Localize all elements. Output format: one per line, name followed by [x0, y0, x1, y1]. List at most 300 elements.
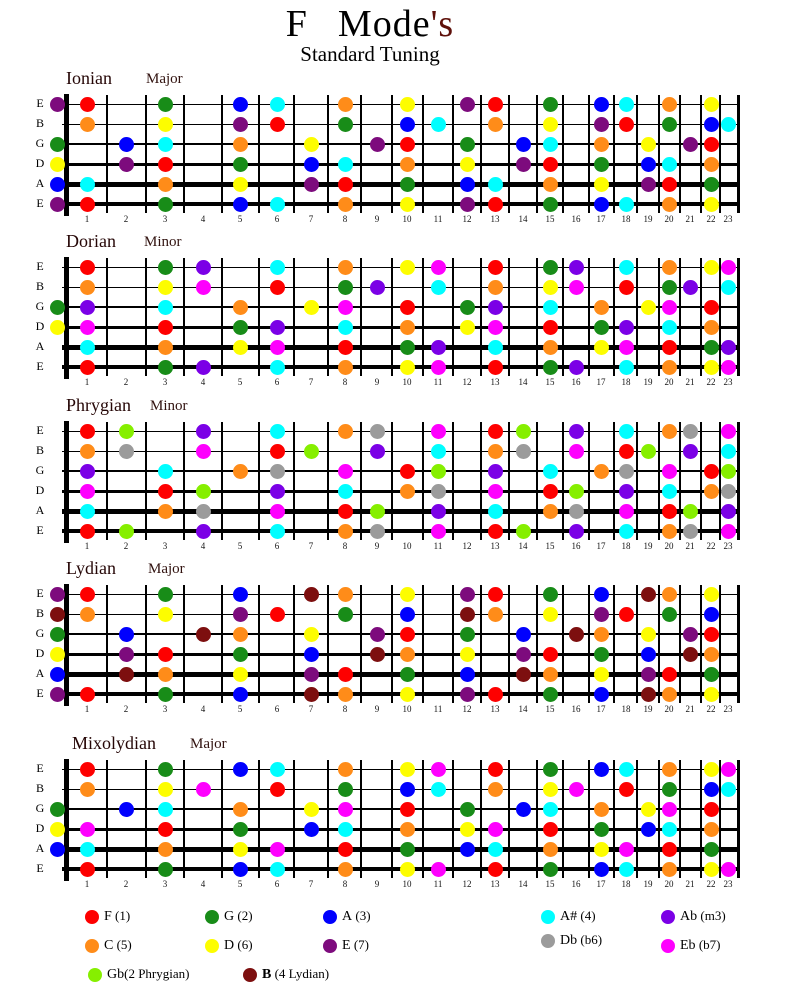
fret-line — [562, 760, 564, 878]
note-dot-eb — [721, 524, 736, 539]
legend-note-desc: (1) — [111, 908, 131, 923]
legend-note-name: Db — [560, 933, 578, 948]
note-dot-ab — [488, 464, 503, 479]
note-dot-eb — [196, 280, 211, 295]
note-dot-eb — [721, 360, 736, 375]
fret-number: 3 — [162, 377, 168, 387]
string-label: D — [35, 483, 45, 497]
legend-dot-eb — [661, 939, 675, 953]
fret-line — [613, 95, 615, 213]
note-dot-d — [594, 340, 609, 355]
fret-number: 8 — [342, 377, 348, 387]
legend-dot-g — [205, 910, 219, 924]
fret-number: 3 — [162, 541, 168, 551]
note-dot-ab — [569, 360, 584, 375]
fret-number: 7 — [308, 214, 314, 224]
note-dot-a — [50, 842, 65, 857]
mode-quality: Major — [146, 71, 183, 87]
note-dot-a — [119, 627, 134, 642]
fret-line — [422, 258, 424, 376]
fret-line — [700, 760, 702, 878]
fret-line — [636, 95, 638, 213]
note-dot-ab — [683, 280, 698, 295]
note-dot-eb — [431, 424, 446, 439]
note-dot-gb — [196, 484, 211, 499]
note-dot-g — [594, 822, 609, 837]
fret-number: 12 — [462, 214, 472, 224]
note-dot-g — [50, 300, 65, 315]
note-dot-c — [704, 647, 719, 662]
fret-line — [183, 760, 185, 878]
title-prefix: F — [285, 3, 308, 45]
note-dot-db — [270, 464, 285, 479]
fret-number: 6 — [274, 541, 280, 551]
fret-line — [106, 760, 108, 878]
string-label: E — [36, 96, 44, 110]
fret-number: 21 — [685, 214, 695, 224]
note-dot-e — [683, 627, 698, 642]
note-dot-f — [704, 627, 719, 642]
fret-line — [700, 585, 702, 703]
note-dot-c — [400, 320, 415, 335]
legend-note-desc: (2 Phrygian) — [124, 966, 190, 981]
note-dot-b — [304, 587, 319, 602]
legend-note-name: D — [224, 938, 235, 953]
note-dot-e — [233, 117, 248, 132]
note-dot-ab — [196, 260, 211, 275]
note-dot-c — [80, 607, 95, 622]
note-dot-ab — [270, 320, 285, 335]
fret-line — [391, 585, 393, 703]
note-dot-g — [158, 862, 173, 877]
note-dot-f — [619, 607, 634, 622]
legend-note-name: Eb — [680, 938, 696, 953]
note-dot-ab — [196, 524, 211, 539]
fret-line — [700, 258, 702, 376]
fret-number: 6 — [274, 704, 280, 714]
note-dot-c — [158, 340, 173, 355]
note-dot-d — [543, 607, 558, 622]
note-dot-eb — [569, 280, 584, 295]
note-dot-as — [619, 862, 634, 877]
note-dot-f — [543, 647, 558, 662]
legend-note-desc: (4 Lydian) — [271, 966, 330, 981]
note-dot-c — [662, 862, 677, 877]
note-dot-a — [704, 117, 719, 132]
note-dot-c — [233, 464, 248, 479]
string-label: E — [36, 761, 44, 775]
note-dot-ab — [80, 300, 95, 315]
note-dot-as — [338, 822, 353, 837]
note-dot-eb — [488, 822, 503, 837]
fret-number: 23 — [723, 704, 733, 714]
note-dot-eb — [662, 802, 677, 817]
note-dot-g — [338, 607, 353, 622]
note-dot-a — [304, 822, 319, 837]
string-label: G — [35, 299, 45, 313]
legend-label-g — [224, 908, 253, 925]
note-dot-c — [233, 802, 248, 817]
note-dot-c — [158, 667, 173, 682]
note-dot-g — [543, 97, 558, 112]
note-dot-ab — [683, 444, 698, 459]
note-dot-f — [704, 464, 719, 479]
note-dot-f — [158, 157, 173, 172]
string-label: E — [36, 586, 44, 600]
note-dot-e — [516, 647, 531, 662]
note-dot-g — [662, 607, 677, 622]
note-dot-d — [400, 97, 415, 112]
note-dot-a — [460, 842, 475, 857]
legend-label-c — [104, 937, 132, 954]
note-dot-g — [543, 360, 558, 375]
string-label: G — [35, 801, 45, 815]
note-dot-c — [400, 157, 415, 172]
note-dot-as — [158, 802, 173, 817]
note-dot-eb — [338, 802, 353, 817]
note-dot-eb — [338, 300, 353, 315]
title-main: Mode — [337, 3, 431, 45]
note-dot-c — [338, 360, 353, 375]
note-dot-c — [662, 197, 677, 212]
note-dot-ab — [370, 280, 385, 295]
note-dot-g — [460, 300, 475, 315]
fret-line — [636, 422, 638, 540]
note-dot-f — [270, 117, 285, 132]
fret-line — [719, 760, 721, 878]
note-dot-c — [338, 762, 353, 777]
fret-number: 17 — [596, 704, 606, 714]
note-dot-c — [662, 97, 677, 112]
note-dot-f — [662, 842, 677, 857]
note-dot-e — [233, 607, 248, 622]
note-dot-e — [683, 137, 698, 152]
fret-line — [613, 258, 615, 376]
note-dot-a — [400, 117, 415, 132]
note-dot-g — [543, 197, 558, 212]
fret-line — [588, 95, 590, 213]
note-dot-f — [270, 280, 285, 295]
note-dot-f — [619, 782, 634, 797]
fret-line — [327, 258, 329, 376]
note-dot-as — [619, 424, 634, 439]
string-label: B — [35, 781, 44, 795]
note-dot-as — [80, 842, 95, 857]
fret-number: 21 — [685, 879, 695, 889]
note-dot-a — [641, 647, 656, 662]
fret-line — [737, 422, 740, 540]
string-label: B — [35, 606, 44, 620]
fret-line — [613, 585, 615, 703]
note-dot-f — [543, 157, 558, 172]
note-dot-db — [370, 424, 385, 439]
fret-line — [452, 760, 454, 878]
fret-number: 5 — [237, 214, 243, 224]
fret-number: 13 — [490, 541, 500, 551]
fret-number: 6 — [274, 879, 280, 889]
fret-number: 20 — [664, 704, 674, 714]
mode-name: Mixolydian — [72, 733, 156, 753]
note-dot-as — [338, 484, 353, 499]
note-dot-eb — [80, 822, 95, 837]
note-dot-ab — [619, 320, 634, 335]
note-dot-ab — [196, 360, 211, 375]
note-dot-f — [488, 762, 503, 777]
note-dot-c — [233, 627, 248, 642]
fret-line — [183, 422, 185, 540]
fret-number: 7 — [308, 704, 314, 714]
note-dot-a — [516, 627, 531, 642]
note-dot-ab — [721, 504, 736, 519]
note-dot-a — [400, 607, 415, 622]
legend-dot-d — [205, 939, 219, 953]
fret-line — [422, 422, 424, 540]
note-dot-e — [594, 607, 609, 622]
note-dot-f — [80, 197, 95, 212]
fret-number: 19 — [643, 214, 653, 224]
legend-note-desc: (4) — [577, 908, 596, 923]
note-dot-as — [488, 842, 503, 857]
fret-line — [422, 585, 424, 703]
note-dot-gb — [569, 484, 584, 499]
string-label: E — [36, 423, 44, 437]
note-dot-f — [338, 667, 353, 682]
note-dot-f — [158, 822, 173, 837]
note-dot-e — [50, 587, 65, 602]
note-dot-d — [233, 177, 248, 192]
note-dot-c — [594, 137, 609, 152]
note-dot-gb — [119, 524, 134, 539]
legend-label-eb — [680, 937, 720, 954]
fret-line — [508, 258, 510, 376]
note-dot-g — [460, 137, 475, 152]
note-dot-as — [431, 117, 446, 132]
note-dot-eb — [662, 300, 677, 315]
note-dot-db — [431, 484, 446, 499]
note-dot-c — [233, 137, 248, 152]
legend-label-ab — [680, 908, 726, 925]
fret-line — [480, 760, 482, 878]
fret-number: 23 — [723, 214, 733, 224]
string-label: D — [35, 821, 45, 835]
note-dot-d — [594, 177, 609, 192]
fret-number: 9 — [374, 879, 380, 889]
note-dot-eb — [569, 782, 584, 797]
note-dot-ab — [80, 464, 95, 479]
note-dot-c — [80, 280, 95, 295]
note-dot-g — [50, 802, 65, 817]
note-dot-db — [619, 464, 634, 479]
fret-number: 11 — [433, 377, 443, 387]
legend-note-name: Ab — [680, 909, 698, 924]
fret-number: 14 — [518, 541, 528, 551]
fret-number: 21 — [685, 704, 695, 714]
fret-number: 9 — [374, 214, 380, 224]
legend-dot-gb — [88, 968, 102, 982]
note-dot-d — [158, 280, 173, 295]
note-dot-d — [460, 320, 475, 335]
note-dot-g — [158, 762, 173, 777]
fret-line — [719, 258, 721, 376]
note-dot-a — [304, 157, 319, 172]
fret-number: 23 — [723, 879, 733, 889]
string-label: G — [35, 136, 45, 150]
note-dot-ab — [488, 300, 503, 315]
note-dot-d — [158, 782, 173, 797]
note-dot-a — [594, 862, 609, 877]
note-dot-d — [704, 587, 719, 602]
fret-number: 9 — [374, 377, 380, 387]
fret-line — [293, 760, 295, 878]
note-dot-f — [338, 842, 353, 857]
fret-line — [221, 760, 223, 878]
note-dot-g — [233, 320, 248, 335]
fret-line — [562, 585, 564, 703]
note-dot-ab — [370, 444, 385, 459]
fret-number: 10 — [402, 704, 412, 714]
fret-number: 15 — [545, 377, 555, 387]
legend-label-as — [560, 908, 596, 925]
fret-number: 13 — [490, 214, 500, 224]
note-dot-f — [488, 524, 503, 539]
note-dot-c — [662, 687, 677, 702]
fret-number: 18 — [621, 704, 631, 714]
fret-line — [360, 258, 362, 376]
fret-number: 11 — [433, 541, 443, 551]
legend-dot-f — [85, 910, 99, 924]
fret-line — [258, 422, 260, 540]
fret-number: 19 — [643, 541, 653, 551]
note-dot-g — [662, 782, 677, 797]
note-dot-as — [662, 157, 677, 172]
fret-line — [221, 585, 223, 703]
note-dot-e — [304, 667, 319, 682]
note-dot-eb — [431, 762, 446, 777]
note-dot-ab — [270, 484, 285, 499]
note-dot-f — [488, 260, 503, 275]
note-dot-g — [158, 687, 173, 702]
fret-line — [658, 760, 660, 878]
fret-line — [737, 95, 740, 213]
fret-number: 12 — [462, 879, 472, 889]
fret-number: 3 — [162, 704, 168, 714]
note-dot-a — [594, 197, 609, 212]
fret-number: 7 — [308, 541, 314, 551]
note-dot-c — [662, 360, 677, 375]
note-dot-f — [543, 320, 558, 335]
note-dot-as — [662, 320, 677, 335]
note-dot-c — [158, 504, 173, 519]
fret-number: 7 — [308, 879, 314, 889]
fret-number: 18 — [621, 214, 631, 224]
note-dot-a — [400, 782, 415, 797]
legend-label-gb — [107, 966, 189, 983]
fret-line — [452, 422, 454, 540]
fret-number: 10 — [402, 541, 412, 551]
fret-line — [145, 95, 147, 213]
note-dot-e — [119, 157, 134, 172]
note-dot-f — [80, 260, 95, 275]
note-dot-f — [488, 862, 503, 877]
note-dot-f — [704, 137, 719, 152]
note-dot-b — [304, 687, 319, 702]
fret-number: 16 — [571, 377, 581, 387]
note-dot-d — [460, 822, 475, 837]
note-dot-d — [641, 802, 656, 817]
note-dot-e — [50, 687, 65, 702]
string-label: E — [36, 686, 44, 700]
fret-line — [145, 422, 147, 540]
fret-line — [360, 95, 362, 213]
note-dot-b — [641, 587, 656, 602]
note-dot-ab — [721, 340, 736, 355]
note-dot-c — [662, 424, 677, 439]
note-dot-d — [704, 687, 719, 702]
note-dot-ab — [619, 484, 634, 499]
fret-line — [679, 585, 681, 703]
fret-line — [183, 95, 185, 213]
note-dot-d — [641, 300, 656, 315]
fret-line — [145, 585, 147, 703]
fret-line — [293, 95, 295, 213]
note-dot-g — [594, 320, 609, 335]
fret-number: 22 — [706, 879, 716, 889]
fret-number: 16 — [571, 704, 581, 714]
note-dot-c — [662, 524, 677, 539]
note-dot-c — [158, 842, 173, 857]
fret-line — [258, 95, 260, 213]
legend-note-desc: (7) — [350, 937, 369, 952]
fret-line — [636, 585, 638, 703]
note-dot-eb — [196, 782, 211, 797]
legend-dot-db — [541, 934, 555, 948]
note-dot-d — [233, 667, 248, 682]
fret-number: 13 — [490, 704, 500, 714]
fret-number: 9 — [374, 541, 380, 551]
legend-note-name: A# — [560, 909, 578, 924]
note-dot-d — [594, 842, 609, 857]
fret-number: 22 — [706, 704, 716, 714]
note-dot-a — [516, 137, 531, 152]
fret-number: 2 — [123, 214, 129, 224]
note-dot-f — [488, 360, 503, 375]
note-dot-c — [704, 320, 719, 335]
fret-number: 10 — [402, 214, 412, 224]
note-dot-c — [543, 667, 558, 682]
note-dot-f — [619, 117, 634, 132]
note-dot-as — [488, 177, 503, 192]
note-dot-gb — [721, 464, 736, 479]
fret-number: 18 — [621, 541, 631, 551]
legend-note-desc: (2) — [234, 908, 253, 923]
note-dot-c — [704, 822, 719, 837]
note-dot-eb — [80, 320, 95, 335]
string-label: D — [35, 156, 45, 170]
fret-number: 19 — [643, 879, 653, 889]
note-dot-ab — [431, 340, 446, 355]
note-dot-g — [233, 157, 248, 172]
note-dot-as — [619, 524, 634, 539]
string-label: E — [36, 359, 44, 373]
note-dot-d — [158, 607, 173, 622]
note-dot-ab — [569, 260, 584, 275]
fret-number: 7 — [308, 377, 314, 387]
fret-number: 22 — [706, 214, 716, 224]
fret-line — [106, 258, 108, 376]
fret-number: 15 — [545, 879, 555, 889]
legend-note-name: G — [224, 909, 235, 924]
string-label: E — [36, 196, 44, 210]
